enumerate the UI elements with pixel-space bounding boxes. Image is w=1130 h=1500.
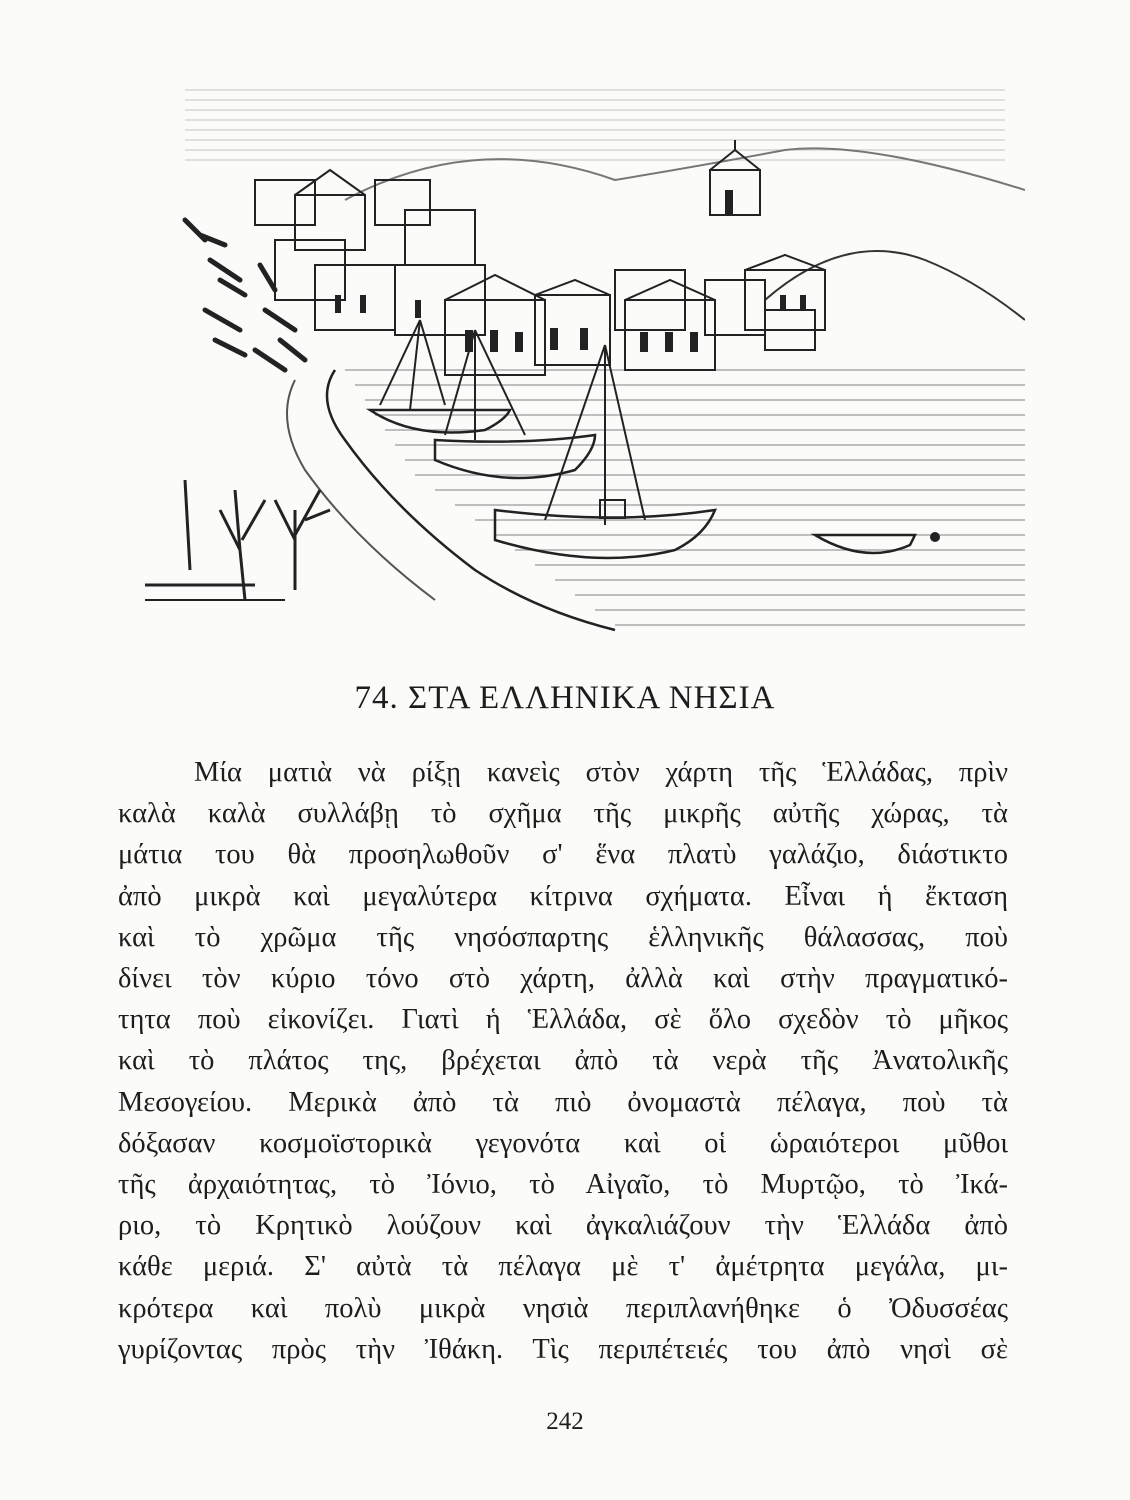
road-edge xyxy=(287,380,435,600)
sea-hatching xyxy=(345,370,1025,625)
text-line: ριο, τὸ Κρητικὸ λούζουν καὶ ἀγκαλιάζουν τὴν Ἑλλάδα ἀπὸ xyxy=(118,1210,1008,1242)
cypress-trees xyxy=(185,220,305,370)
sailboat-2 xyxy=(435,330,595,478)
body-paragraph xyxy=(118,752,1008,1370)
text-line: κρότερα καὶ πολὺ μικρὰ νησιὰ περιπλανήθηκε ὁ Ὀδυσσέας xyxy=(118,1292,1008,1324)
town-houses xyxy=(255,170,825,375)
sailboat-3 xyxy=(495,345,715,558)
chapel xyxy=(710,140,760,215)
text-line: καὶ τὸ πλάτος της, βρέχεται ἀπὸ τὰ νερὰ τῆς Ἀνατολικῆς xyxy=(118,1045,1008,1077)
text-line: δίνει τὸν κύριο τόνο στὸ χάρτη, ἀλλὰ καὶ στὴν πραγματικό- xyxy=(118,963,1008,995)
harbour-illustration xyxy=(145,70,1025,640)
page-number: 242 xyxy=(546,1408,584,1435)
text-line: τῆς ἀρχαιότητας, τὸ Ἰόνιο, τὸ Αἰγαῖο, τὸ Μυρτῷο, τὸ Ἰκά- xyxy=(118,1169,1008,1201)
hills-outline xyxy=(345,148,1025,200)
bare-trees xyxy=(185,480,330,600)
text-line: κάθε μεριά. Σ' αὐτὰ τὰ πέλαγα μὲ τ' ἀμέτρητα μεγάλα, μι- xyxy=(118,1251,1008,1283)
text-line: Μεσογείου. Μερικὰ ἀπὸ τὰ πιὸ ὀνομαστὰ πέλαγα, ποὺ τὰ xyxy=(118,1086,1008,1118)
sky-hatching xyxy=(185,90,1005,160)
text-line: Μία ματιὰ νὰ ρίξῃ κανεὶς στὸν χάρτη τῆς Ἑλλάδας, πρὶν xyxy=(194,757,1008,788)
text-line: γυρίζοντας πρὸς τὴν Ἰθάκη. Τὶς περιπέτειές του ἀπὸ νησὶ σὲ xyxy=(118,1333,1008,1365)
text-line: καλὰ καλὰ συλλάβῃ τὸ σχῆμα τῆς μικρῆς αὐτῆς χώρας, τὰ xyxy=(118,798,1008,830)
text-line: τητα ποὺ εἰκονίζει. Γιατὶ ἡ Ἑλλάδα, σὲ ὅλο σχεδὸν τὸ μῆκος xyxy=(118,1004,1008,1036)
house-windows xyxy=(335,295,806,352)
text-line: μάτια του θὰ προσηλωθοῦν σ' ἕνα πλατὺ γαλάζιο, διάστικτο xyxy=(118,839,1008,871)
text-line: καὶ τὸ χρῶμα τῆς νησόσπαρτης ἑλληνικῆς θάλασσας, ποὺ xyxy=(118,921,1008,953)
chapter-title: 74. ΣΤΑ ΕΛΛΗΝΙΚΑ ΝΗΣΙΑ xyxy=(354,680,776,716)
harbour-drawing xyxy=(145,70,1025,640)
text-line: δόξασαν κοσμοϊστορικὰ γεγονότα καὶ οἱ ὡραιότεροι μῦθοι xyxy=(118,1127,1008,1159)
text-line: ἀπὸ μικρὰ καὶ μεγαλύτερα κίτρινα σχήματα. Εἶναι ἡ ἔκταση xyxy=(118,880,1008,912)
